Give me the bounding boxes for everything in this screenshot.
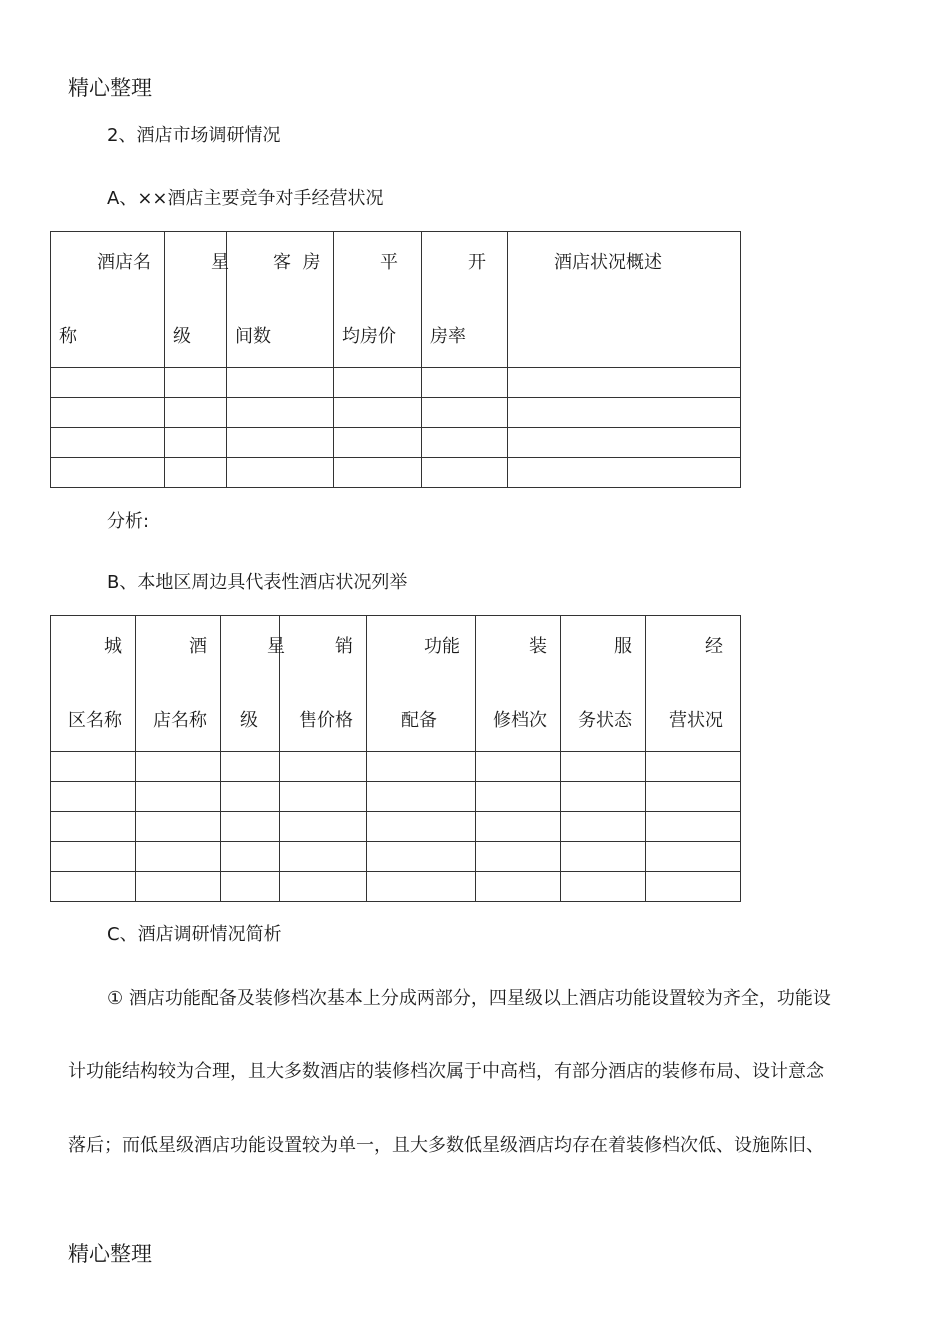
table-cell [646,812,741,842]
paragraph-line-1: ① 酒店功能配备及装修档次基本上分成两部分，四星级以上酒店功能设置较为齐全，功能设 [107,988,831,1009]
header-cell-star [221,616,285,752]
header-text: 客 房 [273,252,321,273]
header-cell-operation [646,616,741,752]
header-text: 星 [267,636,285,657]
table-row [51,428,741,458]
table-cell [280,842,367,872]
table-row [51,812,741,842]
table-cell [51,458,165,488]
table-cell [334,368,422,398]
table-row [51,368,741,398]
table-cell [334,398,422,428]
table-cell [476,872,561,902]
header-text: 城 [104,636,122,657]
analysis-label: 分析: [107,511,150,532]
header-text: 酒店状况概述 [554,252,662,273]
table-cell [422,398,508,428]
table-cell [136,782,221,812]
table-header-row [51,616,741,752]
table-cell [51,782,136,812]
table-row [51,872,741,902]
table-cell [221,872,280,902]
table-cell [646,782,741,812]
table-cell [280,812,367,842]
table-cell [280,752,367,782]
header-text: 营状况 [669,710,723,731]
table-cell [334,428,422,458]
table-cell [508,368,741,398]
table-row [51,782,741,812]
header-cell-facilities [367,616,476,752]
table-cell [51,872,136,902]
header-text: 间数 [235,326,271,347]
table-cell [227,458,334,488]
table-row [51,458,741,488]
table-cell [422,458,508,488]
subtitle-c: C、酒店调研情况简析 [107,924,282,945]
header-cell-price [280,616,367,752]
table-cell [561,752,646,782]
header-text: 务状态 [578,710,632,731]
page-header-top: 精心整理 [68,76,152,100]
table-cell [367,842,476,872]
table-cell [422,428,508,458]
table-cell [476,782,561,812]
subtitle-b: B、本地区周边具代表性酒店状况列举 [107,572,408,593]
table-cell [476,842,561,872]
header-cell-hotel-name [136,616,221,752]
table-cell [227,398,334,428]
table-cell [646,872,741,902]
header-cell-rooms [227,232,334,368]
header-text: 售价格 [299,710,353,731]
table-cell [646,842,741,872]
table-row [51,752,741,782]
header-text: 级 [240,710,258,731]
table-cell [165,428,227,458]
paragraph-line-3: 落后；而低星级酒店功能设置较为单一，且大多数低星级酒店均存在着装修档次低、设施陈旧、 [68,1135,824,1156]
header-text: 区名称 [68,710,122,731]
table-cell [367,782,476,812]
section-title: 2、酒店市场调研情况 [107,125,281,146]
header-text: 星 [211,252,229,273]
table-cell [221,752,280,782]
table-cell [476,752,561,782]
header-cell-decoration [476,616,561,752]
table-cell [221,812,280,842]
table-cell [280,782,367,812]
table-cell [646,752,741,782]
header-text: 经 [705,636,723,657]
table-cell [422,368,508,398]
table-cell [508,428,741,458]
table-cell [227,428,334,458]
table-cell [221,842,280,872]
table-cell [165,398,227,428]
table-cell [51,842,136,872]
table-row [51,842,741,872]
table-cell [367,752,476,782]
subtitle-a: A、××酒店主要竞争对手经营状况 [107,188,384,209]
header-text: 酒 [189,636,207,657]
table-cell [165,458,227,488]
table-row [51,398,741,428]
header-text: 服 [614,636,632,657]
header-text: 级 [173,326,191,347]
table-cell [508,458,741,488]
table-cell [334,458,422,488]
table-cell [561,812,646,842]
header-text: 修档次 [493,710,547,731]
header-text: 房率 [430,326,466,347]
table-cell [136,842,221,872]
header-cell-star [165,232,227,368]
header-text: 酒店名 [97,252,151,273]
table-cell [280,872,367,902]
header-text: 称 [59,326,77,347]
table-cell [51,752,136,782]
header-text: 功能 [424,636,460,657]
paragraph-line-2: 计功能结构较为合理，且大多数酒店的装修档次属于中高档，有部分酒店的装修布局、设计意念 [68,1061,824,1082]
header-text: 均房价 [342,326,396,347]
table-cell [508,398,741,428]
table-cell [221,782,280,812]
table-cell [367,812,476,842]
table-cell [227,368,334,398]
local-hotels-table [50,615,741,902]
table-cell [51,812,136,842]
table-cell [136,872,221,902]
header-text: 配备 [401,710,437,731]
header-cell-occupancy [422,232,508,368]
header-cell-avg-price [334,232,422,368]
table-cell [561,872,646,902]
header-cell-service [561,616,646,752]
header-text: 平 [380,252,398,273]
header-text: 装 [529,636,547,657]
table-cell [561,782,646,812]
table-cell [476,812,561,842]
header-text: 开 [468,252,486,273]
table-cell [51,368,165,398]
competitor-table [50,231,741,488]
table-cell [136,752,221,782]
table-header-row [51,232,741,368]
table-cell [561,842,646,872]
table-cell [51,398,165,428]
table-cell [367,872,476,902]
header-text: 店名称 [153,710,207,731]
header-cell-overview [508,232,741,368]
header-cell-district [51,616,136,752]
table-cell [51,428,165,458]
header-cell-hotel-name [51,232,165,368]
page-header-bottom: 精心整理 [68,1242,152,1266]
header-text: 销 [335,636,353,657]
table-cell [165,368,227,398]
table-cell [136,812,221,842]
